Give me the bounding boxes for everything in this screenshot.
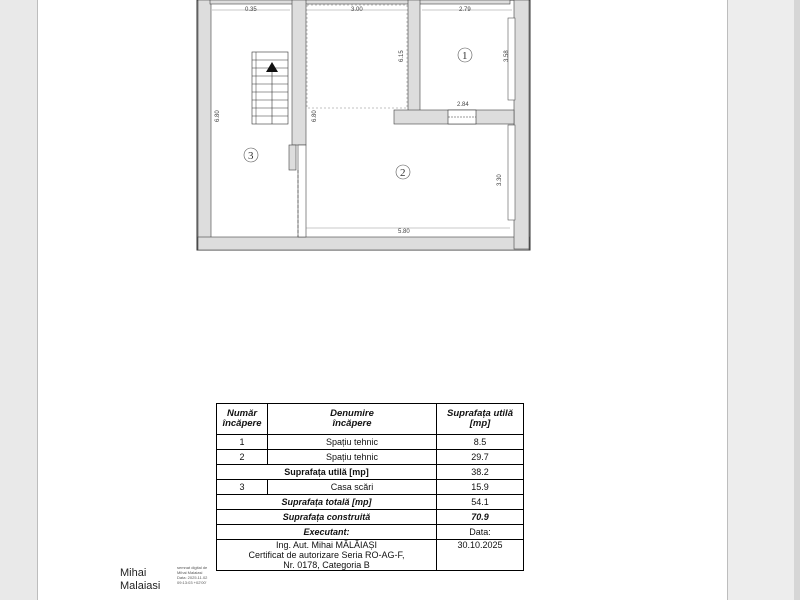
wall-top — [210, 0, 510, 4]
room-1-label: 1 — [462, 50, 468, 62]
total-row — [217, 495, 524, 510]
dim-top-right: 2.79 — [459, 7, 471, 13]
cell-nr: 3 — [217, 480, 268, 495]
wall-left — [198, 0, 211, 249]
table-row — [217, 450, 524, 465]
cell-nr: 2 — [217, 450, 268, 465]
built-value: 70.9 — [437, 510, 524, 525]
built-row — [217, 510, 524, 525]
engineer-info: Ing. Aut. Mihai MĂLĂIAȘI Certificat de autorizare Seria RO-AG-F, Nr. 0178, Categoria B — [217, 540, 437, 571]
stairs — [252, 52, 288, 124]
table-row — [217, 480, 524, 495]
digital-signature-details: semnat digital de Mihai Malaiasi Data: 2025.11.02 09:13:03 +02'00' — [177, 565, 208, 585]
dim-top-middle: 3.00 — [351, 7, 363, 13]
cell-name: Spațiu tehnic — [268, 435, 437, 450]
dim-room1-inner: 6.15 — [399, 50, 405, 62]
cell-area: 8.5 — [437, 435, 524, 450]
executant-row — [217, 525, 524, 540]
dim-room1-right: 3.58 — [504, 50, 510, 62]
dim-room3-left: 6.80 — [215, 110, 221, 122]
cell-nr: 1 — [217, 435, 268, 450]
date-value: 30.10.2025 — [437, 540, 524, 571]
header-area: Suprafața utilă [mp] — [437, 404, 524, 435]
wall-stair-lower — [298, 145, 306, 237]
table-row — [217, 435, 524, 450]
cell-name: Casa scări — [268, 480, 437, 495]
room-areas-table — [216, 403, 524, 571]
total-label: Suprafața totală [mp] — [217, 495, 437, 510]
cell-area: 15.9 — [437, 480, 524, 495]
subtotal-label: Suprafața utilă [mp] — [217, 465, 437, 480]
cell-area: 29.7 — [437, 450, 524, 465]
cell-name: Spațiu tehnic — [268, 450, 437, 465]
wall-room1-left — [408, 0, 420, 112]
executant-label: Executant: — [217, 525, 437, 540]
date-label: Data: — [437, 525, 524, 540]
wall-right — [514, 0, 529, 249]
wall-stair-jog — [289, 145, 296, 170]
dim-top-left: 0.35 — [245, 7, 257, 13]
wall-stair — [292, 0, 306, 145]
outer-wall-outline — [197, 0, 530, 250]
dim-door: 2.84 — [457, 102, 469, 108]
wall-bottom — [198, 237, 529, 250]
subtotal-value: 38.2 — [437, 465, 524, 480]
built-label: Suprafața construită — [217, 510, 437, 525]
dim-stair-wall: 6.80 — [312, 110, 318, 122]
signature-name: Mihai Malaiasi — [120, 567, 161, 592]
room-3-label: 3 — [248, 150, 254, 162]
room-2-label: 2 — [400, 167, 406, 179]
engineer-row — [217, 540, 524, 571]
subtotal-row — [217, 465, 524, 480]
dim-bottom: 5.80 — [398, 229, 410, 235]
window-right-lower — [508, 125, 515, 220]
header-name: Denumire încăpere — [268, 404, 437, 435]
dim-room2-right: 3.30 — [497, 174, 503, 186]
total-value: 54.1 — [437, 495, 524, 510]
header-number: Număr încăpere — [217, 404, 268, 435]
